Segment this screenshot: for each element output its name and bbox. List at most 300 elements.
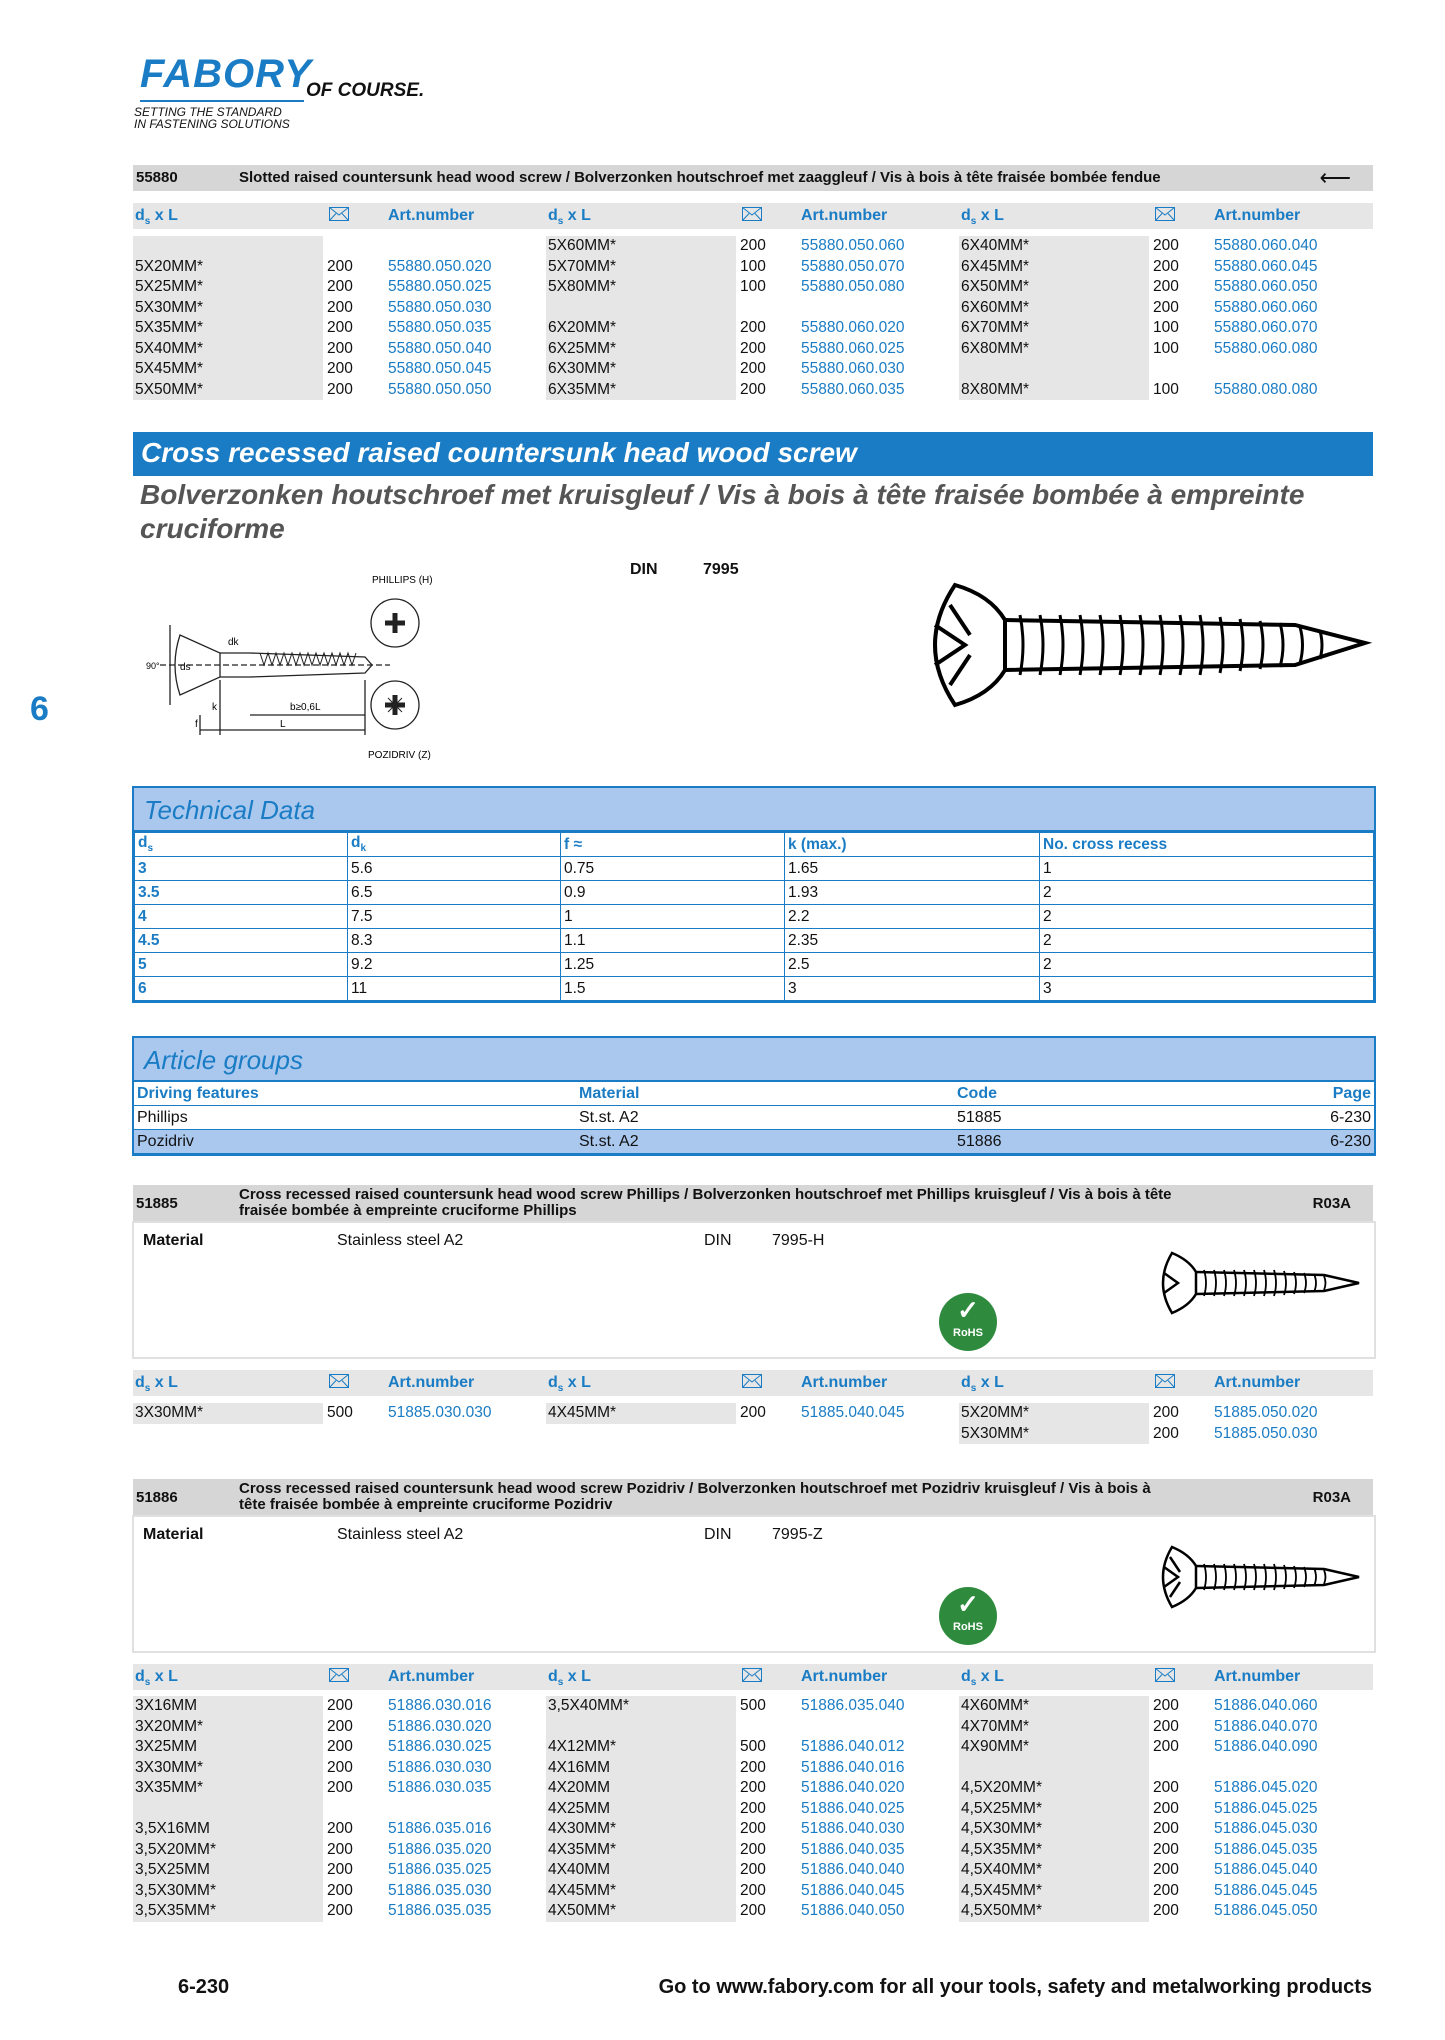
art-number-link[interactable]: 51886.040.040	[801, 1861, 905, 1878]
page-number: 6-230	[178, 1976, 230, 1998]
art-number-link[interactable]: 51886.030.016	[388, 1697, 492, 1714]
header-dxl: $d_s$ x L	[961, 1374, 1004, 1395]
table-row	[546, 1696, 956, 1717]
article-groups-title: Article groups	[134, 1038, 1374, 1082]
header-art-number: Art.number	[1214, 1668, 1301, 1685]
table-cell: St.st. A2	[576, 1130, 954, 1154]
art-number-link[interactable]: 55880.080.080	[1214, 380, 1318, 398]
art-number-link[interactable]: 51885.030.030	[388, 1404, 492, 1421]
size-cell: 4,5X30MM*	[959, 1819, 1149, 1840]
size-cell: 3X35MM*	[133, 1778, 323, 1799]
size-cell: 4,5X35MM*	[959, 1840, 1149, 1861]
table-row	[959, 1860, 1369, 1881]
table-row	[546, 1717, 956, 1738]
article-column	[133, 1696, 543, 1922]
din-label: DIN	[704, 1526, 732, 1543]
qty-cell: 200	[740, 1820, 766, 1837]
table-row	[546, 257, 956, 278]
art-number-link[interactable]: 51886.035.016	[388, 1820, 492, 1837]
qty-cell: 200	[740, 1799, 766, 1817]
table-header-row	[134, 1082, 1374, 1106]
art-number-link[interactable]: 55880.050.050	[388, 380, 492, 398]
size-cell: 5X30MM*	[959, 1424, 1149, 1445]
art-number-link[interactable]: 55880.050.070	[801, 257, 905, 275]
qty-cell: 200	[1153, 1738, 1179, 1755]
art-number-link[interactable]: 51886.035.030	[388, 1881, 492, 1899]
table-cell: 4.5	[135, 929, 348, 953]
header-art-number: Art.number	[388, 207, 475, 224]
table-row	[546, 1758, 956, 1779]
art-number-link[interactable]: 51886.040.020	[801, 1779, 905, 1796]
table-cell: 1.25	[561, 953, 785, 977]
art-number-link[interactable]: 55880.050.030	[388, 298, 492, 316]
header-f: f ≈	[561, 833, 785, 857]
table-row	[133, 1758, 543, 1779]
qty-cell: 200	[327, 1840, 353, 1858]
qty-cell: 200	[1153, 1902, 1179, 1919]
header-dxl: $d_s$ x L	[548, 207, 591, 228]
art-number-link[interactable]: 55880.050.045	[388, 360, 492, 377]
size-cell: 6X20MM*	[546, 318, 736, 339]
art-number-link[interactable]: 51886.040.012	[801, 1738, 905, 1755]
qty-cell: 500	[327, 1404, 353, 1421]
ds-label: ds	[180, 662, 191, 673]
size-cell: 4,5X40MM*	[959, 1860, 1149, 1881]
table-row	[959, 1737, 1369, 1758]
table-cell: 1.93	[785, 881, 1040, 905]
size-cell: 6X45MM*	[959, 257, 1149, 278]
size-cell: 4X30MM*	[546, 1819, 736, 1840]
size-cell: 3,5X40MM*	[546, 1696, 736, 1717]
art-number-link[interactable]: 51886.045.040	[1214, 1861, 1318, 1878]
size-cell: 5X20MM*	[959, 1403, 1149, 1424]
size-cell: 4X12MM*	[546, 1737, 736, 1758]
qty-cell: 200	[327, 278, 353, 295]
article-column	[959, 236, 1369, 400]
header-driving: Driving features	[134, 1082, 576, 1106]
qty-cell: 200	[327, 1758, 353, 1776]
art-number-link[interactable]: 51885.050.020	[1214, 1404, 1318, 1421]
tagline-line-2: IN FASTENING SOLUTIONS	[134, 117, 290, 131]
table-row	[135, 857, 1374, 881]
art-number-link[interactable]: 51886.030.035	[388, 1779, 492, 1796]
header-material: Material	[576, 1082, 954, 1106]
qty-cell: 100	[1153, 319, 1179, 336]
size-cell: 5X50MM*	[133, 380, 323, 401]
size-cell: 3,5X30MM*	[133, 1881, 323, 1902]
material-label: Material	[143, 1526, 204, 1543]
table-row	[959, 1901, 1369, 1922]
qty-cell: 200	[740, 237, 766, 254]
header-art-number: Art.number	[1214, 207, 1301, 224]
technical-data-title: Technical Data	[134, 788, 1374, 832]
table-row	[546, 1778, 956, 1799]
art-number-link[interactable]: 51886.040.030	[801, 1820, 905, 1837]
art-number-link[interactable]: 51886.040.016	[801, 1758, 905, 1776]
table-cell: 5.6	[348, 857, 561, 881]
table-row	[133, 1860, 543, 1881]
art-number-link[interactable]: 55880.060.070	[1214, 319, 1318, 336]
size-cell: 6X40MM*	[959, 236, 1149, 257]
art-number-link[interactable]: 51886.045.025	[1214, 1799, 1318, 1817]
packaging-envelope-icon	[1155, 1374, 1175, 1388]
header-dxl: $d_s$ x L	[135, 207, 178, 228]
table-row	[959, 277, 1369, 298]
table-row	[133, 1717, 543, 1738]
size-cell: 3,5X25MM	[133, 1860, 323, 1881]
art-number-link[interactable]: 55880.050.080	[801, 278, 905, 295]
size-cell: 6X30MM*	[546, 359, 736, 380]
qty-cell: 200	[1153, 1779, 1179, 1796]
packaging-envelope-icon	[329, 1668, 349, 1682]
table-row	[133, 1778, 543, 1799]
table-cell: 3.5	[135, 881, 348, 905]
qty-cell: 200	[327, 1779, 353, 1796]
art-number-link[interactable]: 55880.060.035	[801, 380, 905, 398]
table-row	[135, 929, 1374, 953]
header-dxl: $d_s$ x L	[548, 1374, 591, 1395]
table-row	[546, 1737, 956, 1758]
table-cell: 2	[1040, 881, 1374, 905]
qty-cell: 200	[1153, 257, 1179, 275]
art-number-link[interactable]: 51886.040.090	[1214, 1738, 1318, 1755]
qty-cell: 200	[740, 1840, 766, 1858]
group-rcode: R03A	[1312, 1489, 1351, 1506]
size-cell: 6X35MM*	[546, 380, 736, 401]
table-cell: 2	[1040, 905, 1374, 929]
size-cell: 4X40MM	[546, 1860, 736, 1881]
table-row	[135, 977, 1374, 1001]
table-row	[959, 236, 1369, 257]
table-row	[133, 236, 543, 257]
table-row	[133, 339, 543, 360]
material-box-51885	[132, 1221, 1376, 1359]
qty-cell: 200	[327, 380, 353, 398]
table-cell: 1	[1040, 857, 1374, 881]
header-k: k (max.)	[785, 833, 1040, 857]
table-row	[959, 359, 1369, 380]
rohs-badge: ✓ RoHS	[939, 1293, 997, 1351]
group-header-55880	[133, 165, 1373, 191]
size-cell: 4,5X20MM*	[959, 1778, 1149, 1799]
qty-cell: 200	[740, 1758, 766, 1776]
size-cell: 6X70MM*	[959, 318, 1149, 339]
header-art-number: Art.number	[388, 1668, 475, 1685]
table-cell: 2.35	[785, 929, 1040, 953]
size-cell: 5X20MM*	[133, 257, 323, 278]
size-cell: 3X30MM*	[133, 1403, 323, 1424]
size-cell: 5X35MM*	[133, 318, 323, 339]
size-cell: 6X25MM*	[546, 339, 736, 360]
art-number-link[interactable]: 55880.060.060	[1214, 298, 1318, 316]
header-art-number: Art.number	[388, 1374, 475, 1391]
art-number-link[interactable]: 55880.050.025	[388, 278, 492, 295]
table-row	[133, 1403, 543, 1424]
qty-cell: 100	[1153, 339, 1179, 357]
table-row	[546, 1901, 956, 1922]
art-number-link[interactable]: 55880.060.025	[801, 339, 905, 357]
k-label: k	[212, 702, 217, 713]
header-art-number: Art.number	[801, 1668, 888, 1685]
table-row	[133, 1799, 543, 1820]
size-cell: 4,5X50MM*	[959, 1901, 1149, 1922]
art-number-link[interactable]: 51886.040.070	[1214, 1717, 1318, 1735]
art-number-link[interactable]: 51886.030.030	[388, 1758, 492, 1776]
column-header-55880	[133, 203, 1373, 229]
table-cell: 51886	[954, 1130, 1172, 1154]
article-column	[133, 1403, 543, 1424]
qty-cell: 200	[740, 1861, 766, 1878]
header-art-number: Art.number	[801, 207, 888, 224]
table-row	[546, 359, 956, 380]
art-number-link[interactable]: 51885.050.030	[1214, 1424, 1318, 1442]
column-header-51886	[133, 1664, 1373, 1690]
technical-drawing	[140, 565, 450, 760]
table-cell: 51885	[954, 1106, 1172, 1130]
qty-cell: 200	[1153, 298, 1179, 316]
screw-thumbnail	[1154, 1248, 1364, 1318]
qty-cell: 200	[327, 257, 353, 275]
size-cell	[546, 298, 736, 319]
table-cell: 9.2	[348, 953, 561, 977]
size-cell: 4X60MM*	[959, 1696, 1149, 1717]
table-cell: 6	[135, 977, 348, 1001]
art-number-link[interactable]: 51886.045.045	[1214, 1881, 1318, 1899]
qty-cell: 200	[740, 1902, 766, 1919]
chapter-number: 6	[30, 690, 49, 728]
header-ds: $d_s$	[135, 833, 348, 857]
group-code: 51886	[136, 1489, 178, 1506]
article-column	[546, 236, 956, 400]
art-number-link[interactable]: 51886.040.060	[1214, 1697, 1318, 1714]
qty-cell: 100	[740, 257, 766, 275]
size-cell: 5X45MM*	[133, 359, 323, 380]
fabory-logo: FABORY	[140, 52, 312, 96]
table-row	[959, 1424, 1369, 1445]
art-number-link[interactable]: 55880.060.045	[1214, 257, 1318, 275]
art-number-link[interactable]: 55880.060.050	[1214, 278, 1318, 295]
thread-length-label: b≥0,6L	[290, 702, 321, 713]
screw-thumbnail	[1154, 1542, 1364, 1612]
article-column	[133, 236, 543, 400]
table-row	[133, 1696, 543, 1717]
qty-cell: 200	[1153, 1424, 1179, 1442]
header-art-number: Art.number	[1214, 1374, 1301, 1391]
art-number-link[interactable]: 55880.050.060	[801, 237, 905, 254]
size-cell: 4X45MM*	[546, 1881, 736, 1902]
size-cell: 3X30MM*	[133, 1758, 323, 1779]
size-cell: 5X60MM*	[546, 236, 736, 257]
size-cell: 4X20MM	[546, 1778, 736, 1799]
table-cell: 3	[135, 857, 348, 881]
screw-illustration	[915, 575, 1375, 715]
size-cell: 5X40MM*	[133, 339, 323, 360]
table-row	[959, 339, 1369, 360]
size-cell: 4,5X45MM*	[959, 1881, 1149, 1902]
table-row	[959, 1840, 1369, 1861]
table-cell: 6-230	[1172, 1106, 1374, 1130]
size-cell: 5X80MM*	[546, 277, 736, 298]
size-cell: 3,5X20MM*	[133, 1840, 323, 1861]
table-row	[133, 359, 543, 380]
column-header-51885	[133, 1370, 1373, 1396]
table-row	[546, 380, 956, 401]
art-number-link[interactable]: 51886.035.035	[388, 1902, 492, 1919]
size-cell: 4X45MM*	[546, 1403, 736, 1424]
size-cell: 3X20MM*	[133, 1717, 323, 1738]
table-row	[959, 1758, 1369, 1779]
art-number-link[interactable]: 55880.050.040	[388, 339, 492, 357]
logo-underline	[140, 100, 304, 102]
art-number-link[interactable]: 55880.060.040	[1214, 237, 1318, 254]
article-groups-section	[132, 1036, 1376, 1156]
art-number-link[interactable]: 51886.040.035	[801, 1840, 905, 1858]
angle-label: 90°	[146, 661, 160, 671]
size-cell: 4X50MM*	[546, 1901, 736, 1922]
qty-cell: 200	[1153, 1820, 1179, 1837]
header-dxl: $d_s$ x L	[961, 1668, 1004, 1689]
size-cell: 6X60MM*	[959, 298, 1149, 319]
table-cell: 1.1	[561, 929, 785, 953]
table-cell: 8.3	[348, 929, 561, 953]
table-cell: 2	[1040, 953, 1374, 977]
table-row	[546, 1881, 956, 1902]
product-subtitle: Bolverzonken houtschroef met kruisgleuf / Vis à bois à tête fraisée bombée à empreinte cruciforme	[140, 479, 1305, 544]
header-cross-recess: No. cross recess	[1040, 833, 1374, 857]
table-row	[959, 1819, 1369, 1840]
header-page: Page	[1172, 1082, 1374, 1106]
qty-cell: 200	[327, 1861, 353, 1878]
header-dk: $d_k$	[348, 833, 561, 857]
qty-cell: 200	[740, 1881, 766, 1899]
qty-cell: 500	[740, 1738, 766, 1755]
art-number-link[interactable]: 51886.030.020	[388, 1717, 492, 1735]
art-number-link[interactable]: 55880.060.080	[1214, 339, 1318, 357]
group-code: 51885	[136, 1195, 178, 1212]
size-cell: 3,5X16MM	[133, 1819, 323, 1840]
logo-tagline	[134, 106, 290, 130]
qty-cell: 200	[1153, 1881, 1179, 1899]
table-cell: 0.75	[561, 857, 785, 881]
rohs-badge: ✓ RoHS	[939, 1587, 997, 1645]
size-cell: 5X25MM*	[133, 277, 323, 298]
qty-cell: 200	[1153, 1799, 1179, 1817]
table-cell: Pozidriv	[134, 1130, 576, 1154]
table-row	[959, 1799, 1369, 1820]
table-row	[546, 1819, 956, 1840]
size-cell: 4X70MM*	[959, 1717, 1149, 1738]
art-number-link[interactable]: 51886.035.020	[388, 1840, 492, 1858]
table-row	[959, 1881, 1369, 1902]
qty-cell: 200	[327, 1697, 353, 1714]
article-column	[959, 1403, 1369, 1444]
art-number-link[interactable]: 51886.035.040	[801, 1697, 905, 1714]
packaging-envelope-icon	[742, 1668, 762, 1682]
dk-label: dk	[228, 637, 239, 648]
art-number-link[interactable]: 55880.050.035	[388, 319, 492, 336]
size-cell: 4X35MM*	[546, 1840, 736, 1861]
logo-slogan: OF COURSE.	[306, 80, 425, 101]
size-cell: 6X80MM*	[959, 339, 1149, 360]
table-row	[546, 339, 956, 360]
group-description: Slotted raised countersunk head wood screw / Bolverzonken houtschroef met zaaggleuf / Vis à bois à tête fraisée bombée fendue	[239, 169, 1161, 186]
table-cell: 3	[1040, 977, 1374, 1001]
table-cell: 2	[1040, 929, 1374, 953]
qty-cell: 200	[1153, 1697, 1179, 1714]
art-number-link[interactable]: 51886.045.050	[1214, 1902, 1318, 1919]
table-header-row	[135, 833, 1374, 857]
technical-data-table	[134, 832, 1374, 1001]
article-group-row[interactable]	[134, 1130, 1374, 1154]
packaging-envelope-icon	[329, 1374, 349, 1388]
qty-cell: 200	[327, 1738, 353, 1755]
table-cell: 6-230	[1172, 1130, 1374, 1154]
art-number-link[interactable]: 51886.035.025	[388, 1861, 492, 1878]
art-number-link[interactable]: 51886.040.050	[801, 1902, 905, 1919]
art-number-link[interactable]: 51886.040.025	[801, 1799, 905, 1817]
art-number-link[interactable]: 55880.060.020	[801, 319, 905, 336]
qty-cell: 200	[1153, 1840, 1179, 1858]
article-group-row[interactable]	[134, 1106, 1374, 1130]
table-row	[133, 1840, 543, 1861]
length-label: L	[280, 719, 286, 730]
art-number-link[interactable]: 51885.040.045	[801, 1404, 905, 1421]
qty-cell: 200	[327, 298, 353, 316]
f-label: f	[195, 719, 198, 730]
size-cell	[133, 1799, 323, 1820]
table-cell: 0.9	[561, 881, 785, 905]
group-header-51885	[133, 1185, 1373, 1221]
qty-cell: 200	[1153, 278, 1179, 295]
table-row	[959, 257, 1369, 278]
qty-cell: 200	[1153, 1717, 1179, 1735]
table-cell: St.st. A2	[576, 1106, 954, 1130]
art-number-link[interactable]: 55880.050.020	[388, 257, 492, 275]
back-arrow-icon[interactable]: ⟵	[1319, 165, 1351, 190]
table-cell: 1	[561, 905, 785, 929]
table-row	[133, 1819, 543, 1840]
table-row	[546, 1799, 956, 1820]
size-cell: 3,5X35MM*	[133, 1901, 323, 1922]
size-cell: 4X25MM	[546, 1799, 736, 1820]
art-number-link[interactable]: 51886.045.030	[1214, 1820, 1318, 1837]
qty-cell: 200	[1153, 237, 1179, 254]
packaging-envelope-icon	[742, 1374, 762, 1388]
table-cell: 6.5	[348, 881, 561, 905]
art-number-link[interactable]: 51886.045.035	[1214, 1840, 1318, 1858]
table-row	[959, 1717, 1369, 1738]
art-number-link[interactable]: 55880.060.030	[801, 360, 905, 377]
technical-data-section	[132, 786, 1376, 1003]
qty-cell: 200	[327, 339, 353, 357]
art-number-link[interactable]: 51886.040.045	[801, 1881, 905, 1899]
table-cell: 1.65	[785, 857, 1040, 881]
table-row	[133, 1901, 543, 1922]
qty-cell: 200	[740, 339, 766, 357]
art-number-link[interactable]: 51886.030.025	[388, 1738, 492, 1755]
table-cell: 2.2	[785, 905, 1040, 929]
packaging-envelope-icon	[1155, 207, 1175, 221]
art-number-link[interactable]: 51886.045.020	[1214, 1779, 1318, 1796]
packaging-envelope-icon	[329, 207, 349, 221]
article-column	[959, 1696, 1369, 1922]
group-code: 55880	[136, 169, 178, 186]
table-row	[135, 905, 1374, 929]
table-row	[959, 318, 1369, 339]
qty-cell: 200	[740, 319, 766, 336]
table-row	[133, 277, 543, 298]
table-cell: 4	[135, 905, 348, 929]
